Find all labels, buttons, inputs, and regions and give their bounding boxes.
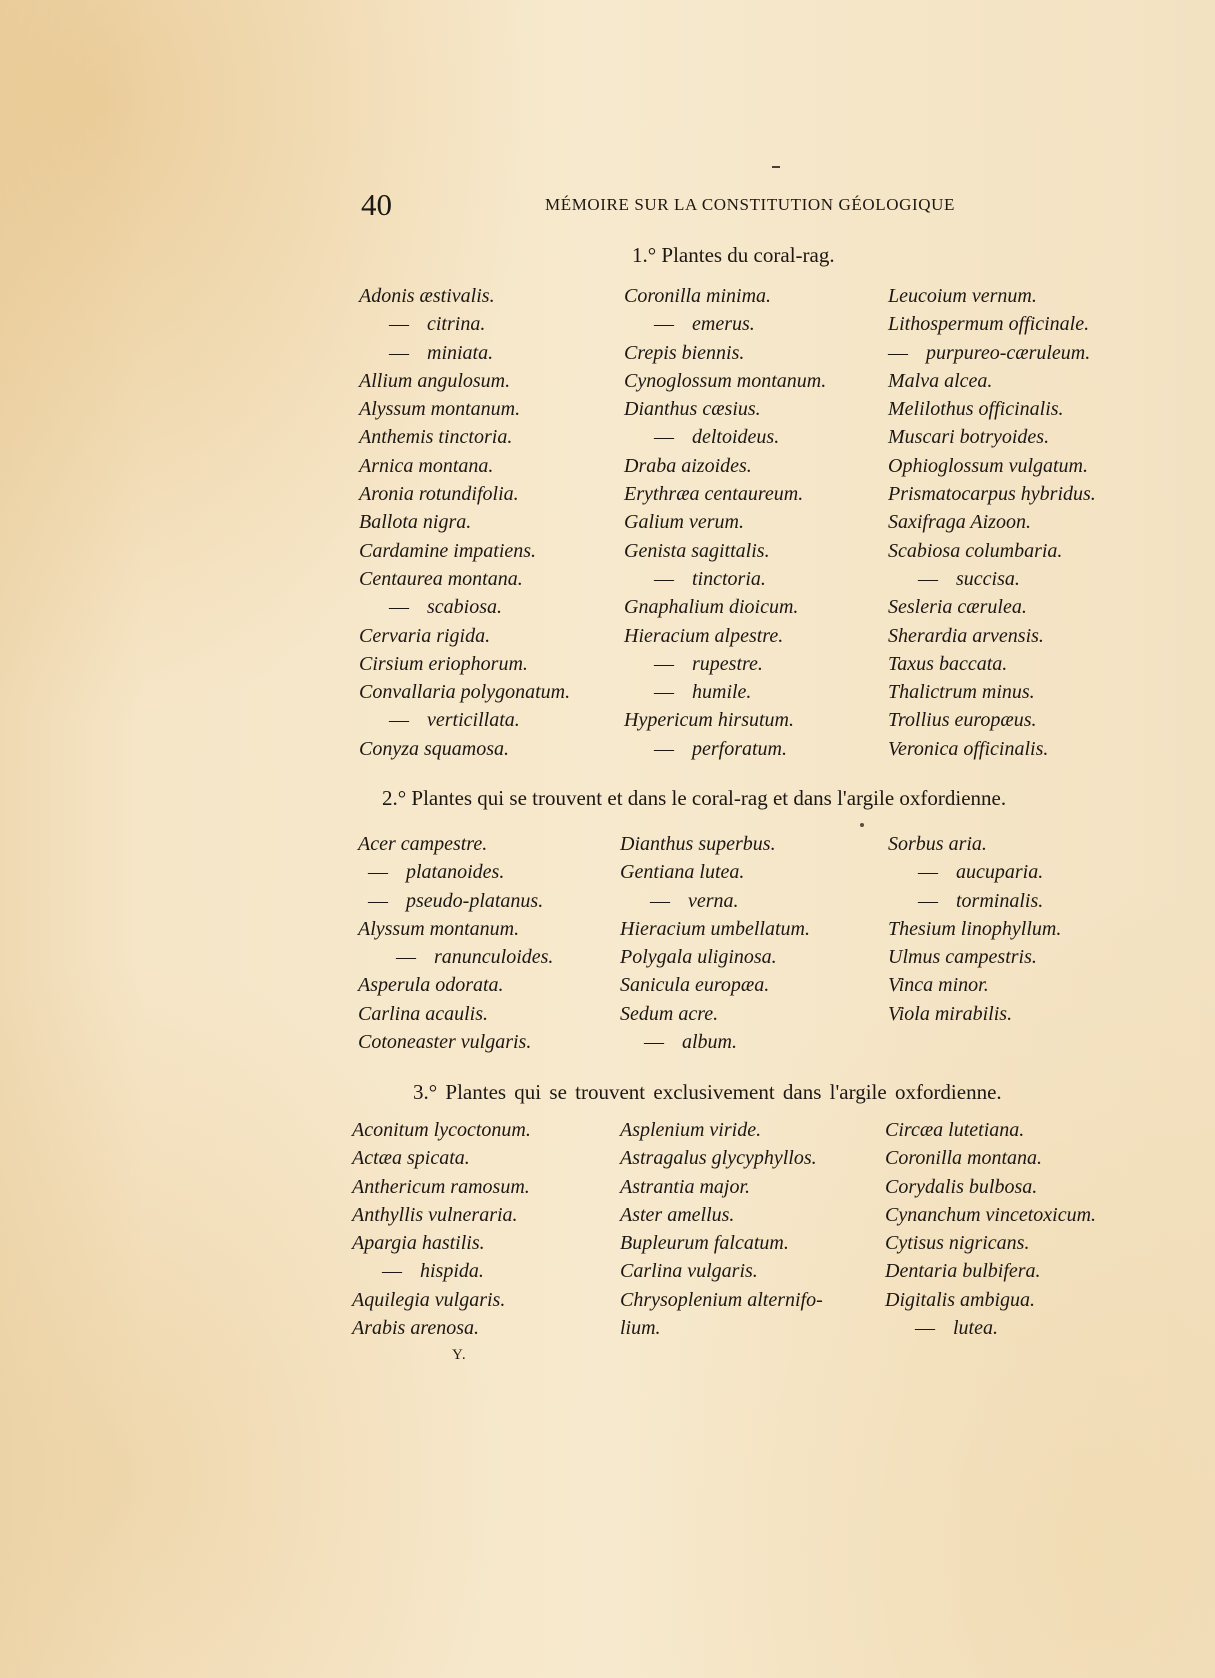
- species-entry: Anthemis tinctoria.: [359, 426, 513, 449]
- species-entry: — pseudo-platanus.: [358, 887, 553, 915]
- species-entry: Trollius europæus.: [888, 709, 1037, 732]
- species-entry: Asperula odorata.: [358, 974, 504, 997]
- species-entry: Gnaphalium dioicum.: [624, 596, 799, 619]
- species-entry: — humile.: [624, 678, 826, 706]
- species-entry: Carlina vulgaris.: [620, 1260, 758, 1283]
- species-entry: Actæa spicata.: [352, 1147, 470, 1170]
- species-entry: Aster amellus.: [620, 1203, 735, 1226]
- species-entry: Erythræa centaureum.: [624, 483, 804, 506]
- species-entry: — citrina.: [359, 310, 570, 338]
- species-column: [359, 282, 570, 763]
- species-entry: Cynoglossum montanum.: [624, 369, 827, 392]
- species-entry: — purpureo-cæruleum.: [888, 339, 1096, 367]
- species-entry: Coronilla minima.: [624, 285, 772, 307]
- species-entry: — succisa.: [888, 565, 1096, 593]
- species-column: [888, 830, 1061, 1028]
- species-entry: Anthyllis vulneraria.: [352, 1203, 518, 1226]
- print-dot: [860, 823, 864, 827]
- species-entry: Apargia hastilis.: [352, 1232, 485, 1255]
- species-entry: Ulmus campestris.: [888, 946, 1037, 969]
- species-entry: Malva alcea.: [888, 369, 993, 392]
- species-entry: — perforatum.: [624, 735, 826, 763]
- species-entry: Conyza squamosa.: [359, 737, 510, 760]
- species-entry: — lutea.: [885, 1314, 1096, 1342]
- species-entry: Melilothus officinalis.: [888, 398, 1064, 421]
- species-entry: Cotoneaster vulgaris.: [358, 1031, 532, 1054]
- species-entry: Hieracium umbellatum.: [620, 917, 810, 940]
- species-entry: Allium angulosum.: [359, 369, 511, 392]
- species-entry: Convallaria polygonatum.: [359, 681, 571, 704]
- species-entry: Ballota nigra.: [359, 511, 472, 534]
- species-entry: Vinca minor.: [888, 974, 989, 997]
- species-entry: Sanicula europæa.: [620, 974, 770, 997]
- species-entry: Dentaria bulbifera.: [885, 1260, 1041, 1283]
- species-entry: Arabis arenosa.: [352, 1317, 480, 1340]
- species-entry: Hypericum hirsutum.: [624, 709, 794, 732]
- species-entry: Bupleurum falcatum.: [620, 1232, 789, 1255]
- species-entry: Alyssum montanum.: [359, 398, 521, 421]
- species-entry: Astragalus glycyphyllos.: [620, 1147, 817, 1170]
- species-entry: — tinctoria.: [624, 565, 826, 593]
- species-entry: Thalictrum minus.: [888, 681, 1035, 704]
- species-entry: Cervaria rigida.: [359, 624, 491, 647]
- species-entry: Veronica officinalis.: [888, 737, 1049, 760]
- species-entry: Alyssum montanum.: [358, 917, 520, 940]
- species-entry: Genista sagittalis.: [624, 539, 770, 562]
- section-heading-oxfordian: 3.° Plantes qui se trouvent exclusivement dans l'argile oxfordienne.: [413, 1080, 1002, 1104]
- species-entry: Acer campestre.: [358, 833, 488, 855]
- species-column: [352, 1116, 531, 1342]
- species-entry: Sedum acre.: [620, 1002, 719, 1025]
- species-entry: — rupestre.: [624, 650, 826, 678]
- species-entry: — deltoideus.: [624, 423, 826, 451]
- species-entry: Corydalis bulbosa.: [885, 1175, 1038, 1198]
- species-entry: Sesleria cærulea.: [888, 596, 1027, 619]
- species-entry: Thesium linophyllum.: [888, 917, 1062, 940]
- species-entry: Viola mirabilis.: [888, 1002, 1013, 1025]
- species-entry: Astrantia major.: [620, 1175, 751, 1198]
- species-entry: Saxifraga Aizoon.: [888, 511, 1031, 534]
- species-entry: Sorbus aria.: [888, 833, 987, 855]
- species-entry: — scabiosa.: [359, 593, 570, 621]
- species-entry: Anthericum ramosum.: [352, 1175, 530, 1198]
- species-entry: — emerus.: [624, 310, 826, 338]
- species-entry: Cytisus nigricans.: [885, 1232, 1030, 1255]
- species-column: [620, 830, 810, 1056]
- species-entry: Sherardia arvensis.: [888, 624, 1044, 647]
- species-column: [624, 282, 826, 763]
- species-entry: Asplenium viride.: [620, 1119, 762, 1141]
- species-entry: Ophioglossum vulgatum.: [888, 454, 1088, 477]
- species-entry: Muscari botryoides.: [888, 426, 1050, 449]
- species-entry: Dianthus superbus.: [620, 833, 776, 855]
- species-entry: Digitalis ambigua.: [885, 1288, 1036, 1311]
- species-entry: Aquilegia vulgaris.: [352, 1288, 506, 1311]
- species-entry: — verna.: [620, 887, 810, 915]
- species-entry: Hieracium alpestre.: [624, 624, 784, 647]
- species-entry: Lithospermum officinale.: [888, 313, 1090, 336]
- species-entry: Cynanchum vincetoxicum.: [885, 1203, 1097, 1226]
- species-entry: Dianthus cæsius.: [624, 398, 761, 421]
- section-heading-coral-rag: 1.° Plantes du coral-rag.: [632, 243, 835, 267]
- running-head: MÉMOIRE SUR LA CONSTITUTION GÉOLOGIQUE: [545, 195, 955, 214]
- species-entry: — platanoides.: [358, 858, 553, 886]
- printer-mark: [772, 166, 780, 168]
- section-heading-shared: 2.° Plantes qui se trouvent et dans le coral-rag et dans l'argile oxfordienne.: [382, 786, 1007, 810]
- species-entry: Cardamine impatiens.: [359, 539, 537, 562]
- species-entry: Chrysoplenium alternifo-: [620, 1288, 823, 1311]
- species-column: [888, 282, 1096, 763]
- species-entry: — ranunculoides.: [358, 943, 553, 971]
- species-entry: Leucoium vernum.: [888, 285, 1037, 307]
- species-entry: — verticillata.: [359, 706, 570, 734]
- species-column: [885, 1116, 1096, 1342]
- species-entry: Arnica montana.: [359, 454, 494, 477]
- species-entry: Polygala uliginosa.: [620, 946, 777, 969]
- species-entry: Gentiana lutea.: [620, 861, 745, 884]
- species-column: [620, 1116, 823, 1342]
- species-entry: lium.: [620, 1317, 661, 1340]
- species-entry: — aucuparia.: [888, 858, 1061, 886]
- species-entry: Taxus baccata.: [888, 652, 1008, 675]
- species-entry: Scabiosa columbaria.: [888, 539, 1063, 562]
- species-entry: Aronia rotundifolia.: [359, 483, 519, 506]
- species-entry: Centaurea montana.: [359, 567, 523, 590]
- page-number: 40: [361, 187, 392, 222]
- species-entry: Draba aizoides.: [624, 454, 752, 477]
- species-entry: Prismatocarpus hybridus.: [888, 483, 1096, 506]
- species-entry: Crepis biennis.: [624, 341, 745, 364]
- species-entry: — hispida.: [352, 1257, 531, 1285]
- species-entry: Circæa lutetiana.: [885, 1119, 1025, 1141]
- species-entry: Carlina acaulis.: [358, 1002, 489, 1025]
- species-column: [358, 830, 553, 1056]
- signature-mark: Y.: [452, 1347, 467, 1363]
- species-entry: Cirsium eriophorum.: [359, 652, 528, 675]
- species-entry: Coronilla montana.: [885, 1147, 1043, 1170]
- species-entry: — album.: [620, 1028, 810, 1056]
- species-entry: — torminalis.: [888, 887, 1061, 915]
- species-entry: Adonis æstivalis.: [359, 285, 495, 307]
- species-entry: Aconitum lycoctonum.: [352, 1119, 531, 1141]
- species-entry: — miniata.: [359, 339, 570, 367]
- species-entry: Galium verum.: [624, 511, 744, 534]
